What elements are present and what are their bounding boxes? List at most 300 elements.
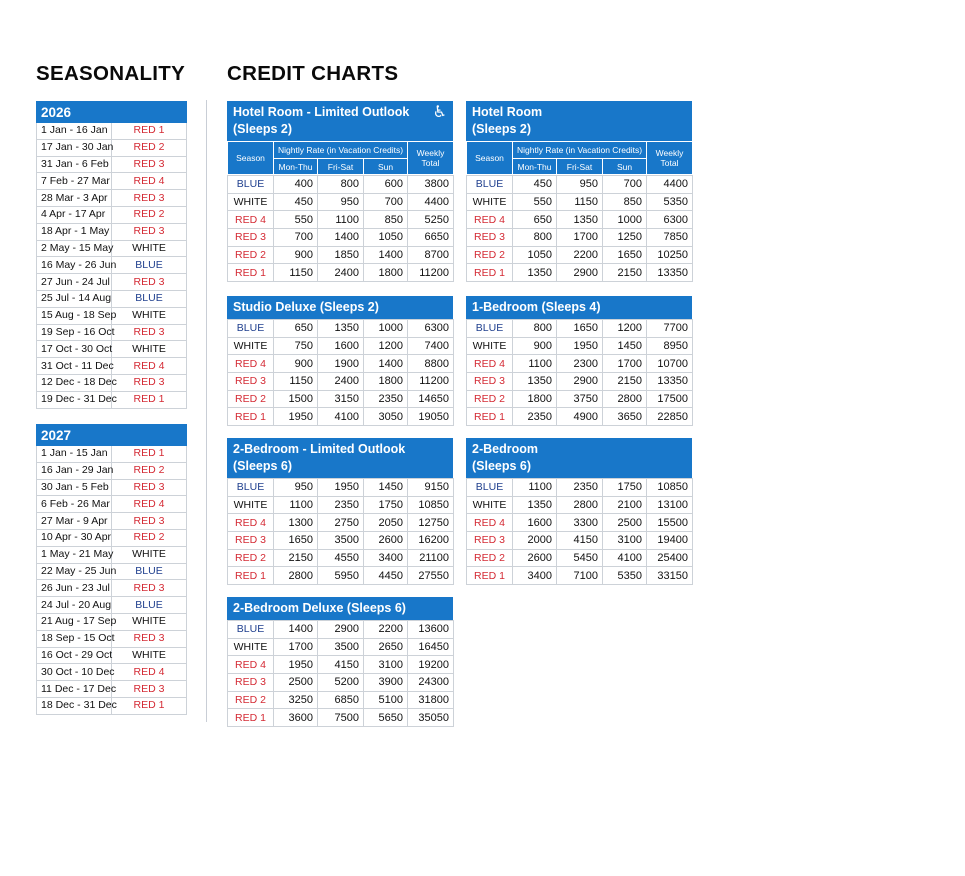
season-row: [37, 563, 187, 580]
season-label: WHITE: [228, 193, 274, 211]
credit-chart-two-bedroom-deluxe: [227, 597, 453, 727]
chart-title: [227, 438, 453, 478]
season-label: RED 3: [112, 580, 187, 597]
fri-sat-rate: 800: [318, 176, 364, 194]
rate-table: [466, 478, 693, 585]
fri-sat-header: Fri-Sat: [318, 159, 364, 175]
season-row: [37, 630, 187, 647]
fri-sat-rate: 950: [557, 176, 603, 194]
season-label: BLUE: [467, 320, 513, 338]
chart-title-line: (Sleeps 6): [472, 459, 532, 473]
weekly-total: 13600: [408, 621, 454, 639]
weekly-total: 24300: [408, 674, 454, 692]
chart-title-line: 2-Bedroom Deluxe (Sleeps 6): [233, 601, 406, 615]
season-label: WHITE: [467, 496, 513, 514]
season-label: RED 3: [228, 674, 274, 692]
season-label: BLUE: [112, 290, 187, 307]
weekly-total: 11200: [408, 264, 454, 282]
weekly-total: 3800: [408, 176, 454, 194]
season-label: RED 1: [467, 408, 513, 426]
chart-title-line: (Sleeps 6): [233, 459, 293, 473]
season-row: [37, 307, 187, 324]
season-label: RED 3: [467, 532, 513, 550]
rate-row: [467, 567, 693, 585]
season-label: RED 3: [112, 324, 187, 341]
sun-rate: 1800: [364, 264, 408, 282]
mon-thu-rate: 1050: [513, 246, 557, 264]
rate-row: [467, 549, 693, 567]
mon-thu-rate: 1500: [274, 390, 318, 408]
sun-rate: 2500: [603, 514, 647, 532]
weekly-total: 35050: [408, 709, 454, 727]
fri-sat-rate: 2900: [557, 264, 603, 282]
weekly-total: 31800: [408, 691, 454, 709]
rate-table: [227, 175, 454, 282]
rate-row: [467, 373, 693, 391]
fri-sat-rate: 2900: [318, 621, 364, 639]
weekly-total: 11200: [408, 373, 454, 391]
mon-thu-rate: 950: [274, 479, 318, 497]
mon-thu-rate: 3400: [513, 567, 557, 585]
date-range: 27 Mar - 9 Apr: [37, 513, 112, 530]
mon-thu-rate: 2150: [274, 549, 318, 567]
credit-chart-hotel-limited: [227, 101, 453, 282]
rate-row: [228, 373, 454, 391]
season-label: WHITE: [112, 647, 187, 664]
mon-thu-rate: 900: [274, 355, 318, 373]
fri-sat-rate: 950: [318, 193, 364, 211]
season-row: [37, 391, 187, 408]
weekly-total: 6650: [408, 229, 454, 247]
mon-thu-rate: 2350: [513, 408, 557, 426]
weekly-total: 14650: [408, 390, 454, 408]
mon-thu-rate: 400: [274, 176, 318, 194]
weekly-total: 16450: [408, 638, 454, 656]
season-label: BLUE: [228, 621, 274, 639]
mon-thu-rate: 2800: [274, 567, 318, 585]
date-range: 19 Sep - 16 Oct: [37, 324, 112, 341]
rate-row: [228, 691, 454, 709]
date-range: 6 Feb - 26 Mar: [37, 496, 112, 513]
rate-table: [227, 620, 454, 727]
sun-rate: 1000: [603, 211, 647, 229]
fri-sat-rate: 2350: [557, 479, 603, 497]
mon-thu-rate: 650: [274, 320, 318, 338]
sun-header: Sun: [364, 159, 408, 175]
mon-thu-rate: 1650: [274, 532, 318, 550]
mon-thu-rate: 1800: [513, 390, 557, 408]
mon-thu-rate: 2500: [274, 674, 318, 692]
season-label: RED 3: [112, 274, 187, 291]
weekly-total: 25400: [647, 549, 693, 567]
mon-thu-rate: 1350: [513, 496, 557, 514]
weekly-total: 9150: [408, 479, 454, 497]
fri-sat-rate: 1100: [318, 211, 364, 229]
rate-row: [228, 320, 454, 338]
credit-charts-heading: CREDIT CHARTS: [227, 62, 399, 85]
fri-sat-rate: 4100: [318, 408, 364, 426]
season-label: RED 4: [112, 173, 187, 190]
season-label: RED 1: [112, 697, 187, 714]
season-label: BLUE: [112, 257, 187, 274]
season-label: RED 1: [228, 408, 274, 426]
sun-rate: 4450: [364, 567, 408, 585]
weekly-total: 5250: [408, 211, 454, 229]
fri-sat-rate: 6850: [318, 691, 364, 709]
sun-rate: 5350: [603, 567, 647, 585]
rate-row: [228, 479, 454, 497]
weekly-total: 10700: [647, 355, 693, 373]
sun-rate: 1750: [603, 479, 647, 497]
weekly-total: 22850: [647, 408, 693, 426]
fri-sat-rate: 2800: [557, 496, 603, 514]
weekly-total-header: Weekly Total: [647, 142, 693, 175]
season-label: RED 3: [228, 532, 274, 550]
weekly-total: 15500: [647, 514, 693, 532]
weekly-total: 4400: [647, 176, 693, 194]
date-range: 16 May - 26 Jun: [37, 257, 112, 274]
mon-thu-header: Mon-Thu: [274, 159, 318, 175]
rate-row: [228, 514, 454, 532]
season-row: [37, 358, 187, 375]
rate-row: [467, 390, 693, 408]
seasonality-heading: SEASONALITY: [36, 62, 186, 85]
fri-sat-rate: 2200: [557, 246, 603, 264]
mon-thu-rate: 1950: [274, 656, 318, 674]
rate-table-header: [227, 141, 454, 175]
season-label: RED 3: [112, 190, 187, 207]
date-range: 27 Jun - 24 Jul: [37, 274, 112, 291]
rate-row: [467, 355, 693, 373]
season-row: [37, 190, 187, 207]
weekly-total: 27550: [408, 567, 454, 585]
weekly-total: 10850: [408, 496, 454, 514]
mon-thu-rate: 450: [513, 176, 557, 194]
season-row: [37, 664, 187, 681]
date-range: 1 May - 21 May: [37, 546, 112, 563]
season-label: RED 1: [112, 123, 187, 140]
season-label: RED 2: [467, 390, 513, 408]
weekly-total: 10250: [647, 246, 693, 264]
fri-sat-header: Fri-Sat: [557, 159, 603, 175]
fri-sat-rate: 3150: [318, 390, 364, 408]
season-label: RED 3: [112, 513, 187, 530]
rate-row: [228, 656, 454, 674]
sun-rate: 3100: [603, 532, 647, 550]
date-range: 15 Aug - 18 Sep: [37, 307, 112, 324]
chart-title-line: 2-Bedroom: [472, 442, 538, 456]
credit-chart-two-bedroom-limited: [227, 438, 453, 585]
rate-row: [228, 496, 454, 514]
season-row: [37, 139, 187, 156]
sun-rate: 1400: [364, 355, 408, 373]
season-label: BLUE: [112, 597, 187, 614]
sun-rate: 850: [603, 193, 647, 211]
season-label: RED 3: [112, 681, 187, 698]
chart-title: [227, 101, 453, 141]
season-label: BLUE: [228, 176, 274, 194]
rate-row: [467, 496, 693, 514]
weekly-total: 19400: [647, 532, 693, 550]
chart-title-line: Hotel Room - Limited Outlook: [233, 105, 410, 119]
mon-thu-rate: 450: [274, 193, 318, 211]
weekly-total: 13350: [647, 373, 693, 391]
season-label: RED 1: [112, 391, 187, 408]
date-range: 16 Jan - 29 Jan: [37, 462, 112, 479]
fri-sat-rate: 7100: [557, 567, 603, 585]
season-label: RED 4: [228, 355, 274, 373]
season-label: WHITE: [467, 193, 513, 211]
mon-thu-rate: 700: [274, 229, 318, 247]
rate-row: [467, 211, 693, 229]
chart-title-line: (Sleeps 2): [233, 122, 293, 136]
fri-sat-rate: 1600: [318, 337, 364, 355]
chart-title: [227, 597, 453, 620]
fri-sat-rate: 1950: [557, 337, 603, 355]
weekly-total: 19050: [408, 408, 454, 426]
year-header: 2027: [37, 425, 187, 446]
season-label: BLUE: [228, 479, 274, 497]
fri-sat-rate: 4900: [557, 408, 603, 426]
mon-thu-rate: 550: [513, 193, 557, 211]
rate-row: [467, 264, 693, 282]
date-range: 11 Dec - 17 Dec: [37, 681, 112, 698]
weekly-total: 7400: [408, 337, 454, 355]
date-range: 17 Oct - 30 Oct: [37, 341, 112, 358]
fri-sat-rate: 1400: [318, 229, 364, 247]
mon-thu-rate: 1350: [513, 264, 557, 282]
sun-rate: 3650: [603, 408, 647, 426]
season-label: RED 4: [228, 211, 274, 229]
rate-table: [466, 175, 693, 282]
sun-rate: 2600: [364, 532, 408, 550]
fri-sat-rate: 5450: [557, 549, 603, 567]
rate-row: [228, 709, 454, 727]
season-label: RED 4: [112, 496, 187, 513]
mon-thu-rate: 800: [513, 320, 557, 338]
rate-row: [467, 193, 693, 211]
mon-thu-rate: 800: [513, 229, 557, 247]
season-row: [37, 173, 187, 190]
rate-row: [467, 479, 693, 497]
date-range: 21 Aug - 17 Sep: [37, 613, 112, 630]
mon-thu-rate: 3600: [274, 709, 318, 727]
weekly-total: 6300: [408, 320, 454, 338]
season-label: RED 4: [467, 355, 513, 373]
season-label: BLUE: [228, 320, 274, 338]
sun-rate: 2100: [603, 496, 647, 514]
rate-row: [228, 193, 454, 211]
season-label: WHITE: [228, 337, 274, 355]
season-row: [37, 681, 187, 698]
mon-thu-rate: 900: [513, 337, 557, 355]
weekly-total: 8800: [408, 355, 454, 373]
date-range: 12 Dec - 18 Dec: [37, 374, 112, 391]
wheelchair-accessible-icon: ♿: [432, 104, 447, 121]
season-label: RED 3: [112, 630, 187, 647]
weekly-total: 13100: [647, 496, 693, 514]
date-range: 1 Jan - 15 Jan: [37, 446, 112, 463]
fri-sat-rate: 4150: [318, 656, 364, 674]
chart-title-line: 2-Bedroom - Limited Outlook: [233, 442, 406, 456]
sun-rate: 5650: [364, 709, 408, 727]
rate-row: [228, 549, 454, 567]
credit-chart-studio-deluxe: [227, 296, 453, 426]
date-range: 10 Apr - 30 Apr: [37, 529, 112, 546]
rate-row: [228, 176, 454, 194]
season-row: [37, 374, 187, 391]
rate-row: [467, 229, 693, 247]
sun-rate: 2200: [364, 621, 408, 639]
nightly-rate-header: Nightly Rate (in Vacation Credits): [274, 142, 408, 159]
season-label: WHITE: [228, 638, 274, 656]
weekly-total: 7700: [647, 320, 693, 338]
fri-sat-rate: 1850: [318, 246, 364, 264]
fri-sat-rate: 1350: [557, 211, 603, 229]
fri-sat-rate: 5200: [318, 674, 364, 692]
fri-sat-rate: 1150: [557, 193, 603, 211]
season-row: [37, 479, 187, 496]
chart-title-line: 1-Bedroom (Sleeps 4): [472, 300, 601, 314]
fri-sat-rate: 4550: [318, 549, 364, 567]
weekly-total: 12750: [408, 514, 454, 532]
fri-sat-rate: 1700: [557, 229, 603, 247]
rate-row: [228, 337, 454, 355]
weekly-total: 17500: [647, 390, 693, 408]
season-row: [37, 580, 187, 597]
rate-table: [227, 319, 454, 426]
sun-rate: 1800: [364, 373, 408, 391]
rate-row: [228, 621, 454, 639]
season-label: RED 2: [228, 246, 274, 264]
season-label: RED 4: [112, 358, 187, 375]
date-range: 18 Sep - 15 Oct: [37, 630, 112, 647]
fri-sat-rate: 1950: [318, 479, 364, 497]
fri-sat-rate: 3500: [318, 638, 364, 656]
season-row: [37, 647, 187, 664]
season-column-header: Season: [228, 142, 274, 175]
rate-row: [467, 246, 693, 264]
sun-rate: 1650: [603, 246, 647, 264]
sun-rate: 600: [364, 176, 408, 194]
chart-title: [466, 296, 692, 319]
season-label: WHITE: [228, 496, 274, 514]
vertical-divider: [206, 100, 207, 722]
season-label: RED 4: [228, 514, 274, 532]
sun-rate: 1750: [364, 496, 408, 514]
season-label: RED 1: [467, 567, 513, 585]
season-label: RED 3: [112, 479, 187, 496]
weekly-total: 7850: [647, 229, 693, 247]
rate-row: [228, 229, 454, 247]
nightly-rate-header: Nightly Rate (in Vacation Credits): [513, 142, 647, 159]
date-range: 18 Dec - 31 Dec: [37, 697, 112, 714]
date-range: 18 Apr - 1 May: [37, 223, 112, 240]
date-range: 1 Jan - 16 Jan: [37, 123, 112, 140]
fri-sat-rate: 2400: [318, 373, 364, 391]
sun-rate: 1250: [603, 229, 647, 247]
fri-sat-rate: 3300: [557, 514, 603, 532]
rate-row: [228, 355, 454, 373]
season-label: RED 1: [228, 264, 274, 282]
sun-rate: 1400: [364, 246, 408, 264]
chart-title-line: (Sleeps 2): [472, 122, 532, 136]
date-range: 2 May - 15 May: [37, 240, 112, 257]
date-range: 17 Jan - 30 Jan: [37, 139, 112, 156]
date-range: 30 Oct - 10 Dec: [37, 664, 112, 681]
sun-rate: 1450: [364, 479, 408, 497]
season-label: RED 4: [228, 656, 274, 674]
sun-rate: 3900: [364, 674, 408, 692]
sun-rate: 1700: [603, 355, 647, 373]
weekly-total: 13350: [647, 264, 693, 282]
fri-sat-rate: 1900: [318, 355, 364, 373]
season-label: WHITE: [112, 546, 187, 563]
sun-header: Sun: [603, 159, 647, 175]
season-row: [37, 341, 187, 358]
sun-rate: 3050: [364, 408, 408, 426]
weekly-total-header: Weekly Total: [408, 142, 454, 175]
season-label: RED 1: [467, 264, 513, 282]
rate-row: [228, 211, 454, 229]
weekly-total: 10850: [647, 479, 693, 497]
sun-rate: 2150: [603, 373, 647, 391]
mon-thu-rate: 1100: [274, 496, 318, 514]
rate-row: [467, 337, 693, 355]
mon-thu-rate: 1950: [274, 408, 318, 426]
date-range: 26 Jun - 23 Jul: [37, 580, 112, 597]
seasonality-table-2026: [36, 101, 187, 409]
season-row: [37, 240, 187, 257]
chart-title-line: Hotel Room: [472, 105, 543, 119]
mon-thu-rate: 1600: [513, 514, 557, 532]
chart-title: [466, 101, 692, 141]
rate-table: [466, 319, 693, 426]
fri-sat-rate: 2300: [557, 355, 603, 373]
rate-row: [228, 408, 454, 426]
fri-sat-rate: 2400: [318, 264, 364, 282]
fri-sat-rate: 1650: [557, 320, 603, 338]
date-range: 16 Oct - 29 Oct: [37, 647, 112, 664]
fri-sat-rate: 7500: [318, 709, 364, 727]
season-label: RED 4: [467, 514, 513, 532]
season-label: RED 2: [467, 549, 513, 567]
season-label: WHITE: [112, 240, 187, 257]
year-header: 2026: [37, 102, 187, 123]
fri-sat-rate: 2750: [318, 514, 364, 532]
sun-rate: 2650: [364, 638, 408, 656]
mon-thu-rate: 3250: [274, 691, 318, 709]
sun-rate: 1450: [603, 337, 647, 355]
season-label: RED 1: [228, 567, 274, 585]
season-label: RED 1: [112, 446, 187, 463]
date-range: 24 Jul - 20 Aug: [37, 597, 112, 614]
sun-rate: 2800: [603, 390, 647, 408]
season-row: [37, 546, 187, 563]
fri-sat-rate: 5950: [318, 567, 364, 585]
rate-row: [228, 567, 454, 585]
mon-thu-rate: 1700: [274, 638, 318, 656]
season-label: RED 4: [467, 211, 513, 229]
season-label: RED 2: [228, 390, 274, 408]
date-range: 25 Jul - 14 Aug: [37, 290, 112, 307]
season-label: WHITE: [467, 337, 513, 355]
season-label: BLUE: [467, 479, 513, 497]
season-label: WHITE: [112, 341, 187, 358]
fri-sat-rate: 3500: [318, 532, 364, 550]
mon-thu-rate: 750: [274, 337, 318, 355]
mon-thu-rate: 1300: [274, 514, 318, 532]
